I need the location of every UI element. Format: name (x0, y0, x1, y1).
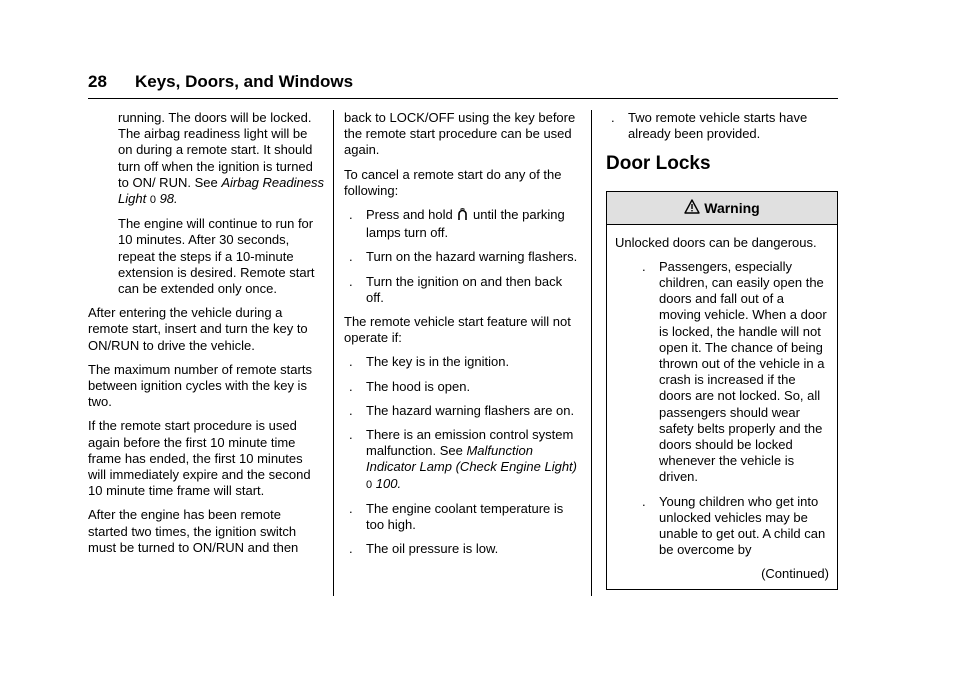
bullet-marker: . (349, 207, 353, 223)
section-heading: Door Locks (606, 153, 711, 175)
bullet-marker: . (642, 493, 646, 509)
list-item-text: The hazard warning flashers are on. (366, 402, 575, 418)
cross-reference-link[interactable]: Malfunction Indicator Lamp (Check Engine Light) (366, 443, 578, 475)
paragraph: After entering the vehicle during a remote start, insert and turn the key to ON/RUN to drive the vehicle. (88, 305, 308, 353)
list-item (344, 379, 580, 395)
bullet-marker: . (349, 273, 353, 289)
paragraph: The remote vehicle start feature will not operate if: (344, 314, 571, 346)
list-item-text: Press and hold (366, 207, 453, 223)
list-item (615, 259, 829, 486)
bullet-marker: . (349, 378, 353, 394)
bullet-marker: . (349, 427, 353, 443)
list-item-text: The hood is open. (366, 378, 471, 394)
paragraph: The engine will continue to run for 10 minutes. After 30 seconds, repeat the steps if a 10-minute extension is desired. Remote start can be extended only once. (118, 216, 315, 297)
column-1 (88, 110, 324, 564)
warning-body (607, 225, 837, 589)
paragraph: The maximum number of remote starts between ignition cycles with the key is two. (88, 361, 312, 410)
warning-box (606, 191, 838, 590)
list-item (344, 354, 580, 370)
paragraph: Unlocked doors can be dangerous. (615, 234, 817, 250)
bullet-marker: . (349, 249, 353, 265)
bullet-marker: . (611, 110, 615, 125)
paragraph: After the engine has been remote started two times, the ignition switch must be turned to ON/RUN and then (88, 507, 299, 555)
bullet-marker: . (349, 402, 353, 418)
bullet-marker: . (349, 354, 353, 370)
warning-title: Warning (704, 199, 760, 216)
list-item-text: Two remote vehicle starts have already been provided. (628, 110, 808, 142)
column-2 (344, 110, 580, 565)
column-divider (333, 110, 334, 596)
list-item (344, 541, 580, 557)
bullet-marker: . (642, 258, 646, 274)
page-ref-icon: 0 (366, 478, 373, 491)
bullet-marker: . (349, 500, 353, 516)
list-item-text: Turn on the hazard warning flashers. (366, 249, 578, 265)
section-title: Keys, Doors, and Windows (135, 72, 354, 91)
paragraph: If the remote start procedure is used again before the first 10 minute time frame has ended, the first 10 minutes will immediately expire and the second 10 minute time frame will start. (88, 418, 311, 499)
paragraph-text: running. The doors will be locked. The airbag readiness light will be on during a remote start. It should turn off when the ignition is turned to ON/ RUN. See (118, 110, 313, 190)
paragraph (88, 110, 324, 208)
cross-reference-page[interactable]: 100. (375, 475, 402, 491)
continued-label: (Continued) (761, 566, 829, 582)
list-item (344, 427, 580, 493)
page-ref-icon: 0 (149, 194, 156, 207)
list-item (606, 110, 838, 142)
warning-header (607, 192, 837, 225)
list-item (615, 494, 829, 559)
list-item (344, 403, 580, 419)
list-item-text: The oil pressure is low. (366, 541, 499, 557)
cross-reference-page[interactable]: 98. (159, 191, 178, 207)
list-item-text: Young children who get into unlocked vehicles may be unable to get out. A child can be overcome by (659, 493, 826, 558)
cross-reference-link[interactable]: Airbag Readiness Light (118, 174, 324, 207)
page-number: 28 (88, 72, 107, 91)
column-3 (606, 110, 838, 590)
list-item (344, 249, 580, 265)
list-item (344, 274, 580, 306)
list-item-text: Passengers, especially children, can easily open the doors and fall out of a moving vehicle. When a door is locked, the handle will not open it. The chance of being thrown out of the vehicle in a crash is increased if the doors are not locked. So, all passengers should wear safety belts properly and the doors should be locked whenever the vehicle is driven. (659, 258, 827, 485)
page-header (88, 70, 838, 94)
column-divider (591, 110, 592, 596)
list-item (344, 501, 580, 533)
list-item-text: Turn the ignition on and then back off. (366, 273, 563, 305)
remote-start-icon (457, 207, 468, 225)
list-item (344, 207, 580, 241)
list-item-text: The engine coolant temperature is too high. (366, 500, 564, 533)
paragraph: To cancel a remote start do any of the following: (344, 166, 562, 198)
list-item-text: The key is in the ignition. (366, 354, 510, 370)
list-item-text: There is an emission control system malfunction. See (366, 427, 574, 459)
list-item-text: until the parking lamps turn off. (366, 207, 565, 241)
header-rule (88, 98, 838, 99)
paragraph: back to LOCK/OFF using the key before the remote start procedure can be used again. (344, 110, 576, 158)
warning-icon (684, 199, 700, 217)
bullet-marker: . (349, 541, 353, 557)
